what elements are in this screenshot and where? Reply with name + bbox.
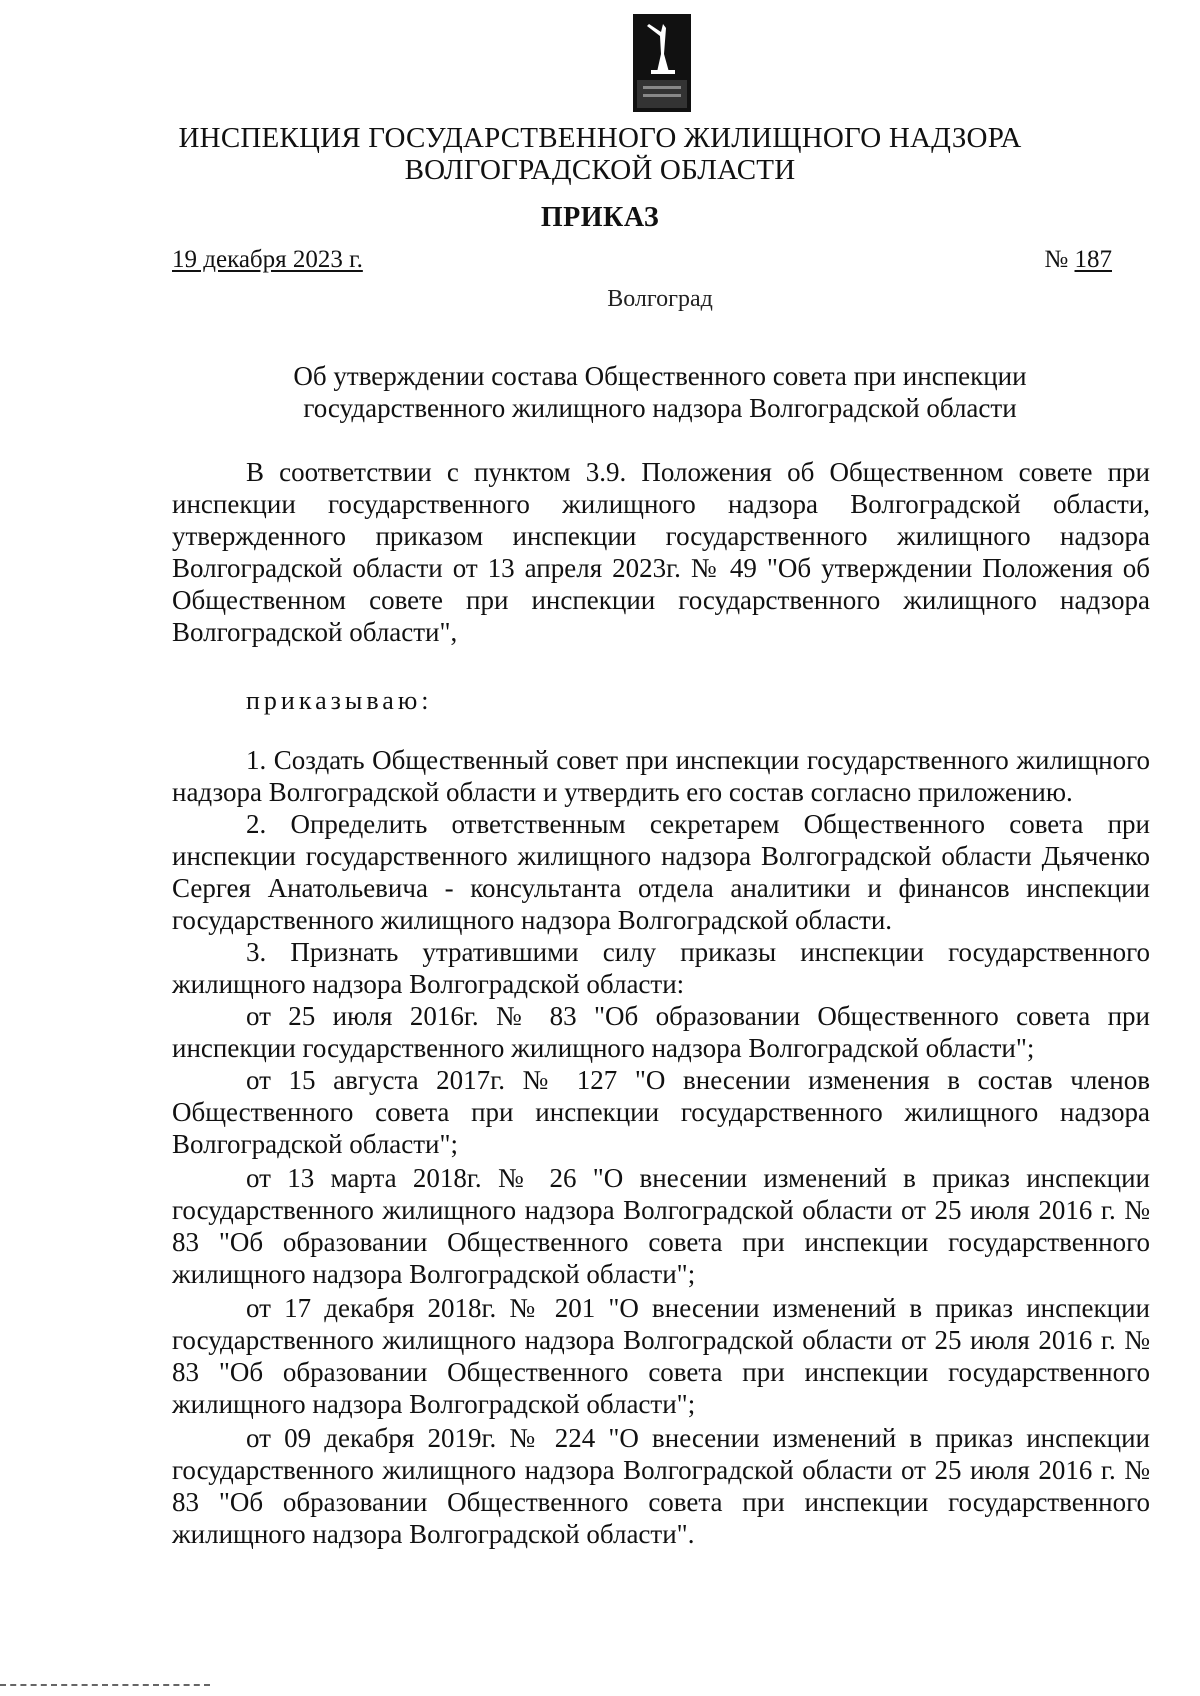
basis-paragraph bbox=[172, 456, 1150, 648]
subject-line1: Об утверждении состава Общественного совета при инспекции bbox=[293, 361, 1027, 391]
revoked-order-2: от 15 августа 2017г. № 127 "О внесении изменения в состав членов Общественного совета при инспекции государственного жилищного надзора Волгоградской области"; bbox=[172, 1065, 1150, 1159]
number-sign: № bbox=[1044, 246, 1069, 273]
volgograd-coat-of-arms-icon bbox=[633, 14, 691, 112]
number-value: 187 bbox=[1074, 246, 1112, 273]
order-item-1: 1. Создать Общественный совет при инспекции государственного жилищного надзора Волгоградской области и утвердить его состав согласно приложению. bbox=[172, 745, 1150, 807]
revoked-order-5: от 09 декабря 2019г. № 224 "О внесении изменений в приказ инспекции государственного жилищного надзора Волгоградской области от 25 июля 2016 г. № 83 "Об образовании Общественного совета при инспекции государственного жилищного надзора Волгоградской области". bbox=[172, 1423, 1150, 1549]
order-item-3: 3. Признать утратившими силу приказы инспекции государственного жилищного надзора Волгоградской области: bbox=[172, 937, 1150, 999]
org-name-line1: ИНСПЕКЦИЯ ГОСУДАРСТВЕННОГО ЖИЛИЩНОГО НАДЗОРА bbox=[178, 122, 1022, 154]
order-word: приказываю: bbox=[246, 686, 433, 715]
revoked-order-4: от 17 декабря 2018г. № 201 "О внесении изменений в приказ инспекции государственного жилищного надзора Волгоградской области от 25 июля 2016 г. № 83 "Об образовании Общественного совета при инспекции государственного жилищного надзора Волгоградской области"; bbox=[172, 1293, 1150, 1419]
order-item-2: 2. Определить ответственным секретарем Общественного совета при инспекции государственного жилищного надзора Волгоградской области Дьяченко Сергея Анатольевича - консультанта отдела аналитики и финансов инспекции государственного жилищного надзора Волгоградской области. bbox=[172, 809, 1150, 935]
document-type-title: ПРИКАЗ bbox=[540, 202, 660, 233]
scan-edge-mark bbox=[0, 1684, 210, 1688]
org-name-line2: ВОЛГОГРАДСКОЙ ОБЛАСТИ bbox=[404, 154, 796, 186]
document-date: 19 декабря 2023 г. bbox=[172, 246, 363, 273]
basis-text: В соответствии с пунктом 3.9. Положения об Общественном совете при инспекции государственного жилищного надзора Волгоградской области, утвержденного приказом инспекции государственного жилищного надзора Волгоградской области от 13 апреля 2023г. № 49 "Об утверждении Положения об Общественном совете при инспекции государственного жилищного надзора Волгоградской области", bbox=[172, 457, 1150, 647]
document-city: Волгоград bbox=[607, 286, 713, 312]
document-subject bbox=[0, 360, 1200, 424]
revoked-order-1: от 25 июля 2016г. № 83 "Об образовании Общественного совета при инспекции государственного жилищного надзора Волгоградской области"; bbox=[172, 1001, 1150, 1063]
document-number bbox=[1044, 246, 1112, 274]
order-items bbox=[172, 744, 1150, 1550]
revoked-order-3: от 13 марта 2018г. № 26 "О внесении изменений в приказ инспекции государственного жилищного надзора Волгоградской области от 25 июля 2016 г. № 83 "Об образовании Общественного совета при инспекции государственного жилищного надзора Волгоградской области"; bbox=[172, 1163, 1150, 1289]
subject-line2: государственного жилищного надзора Волгоградской области bbox=[303, 393, 1017, 423]
